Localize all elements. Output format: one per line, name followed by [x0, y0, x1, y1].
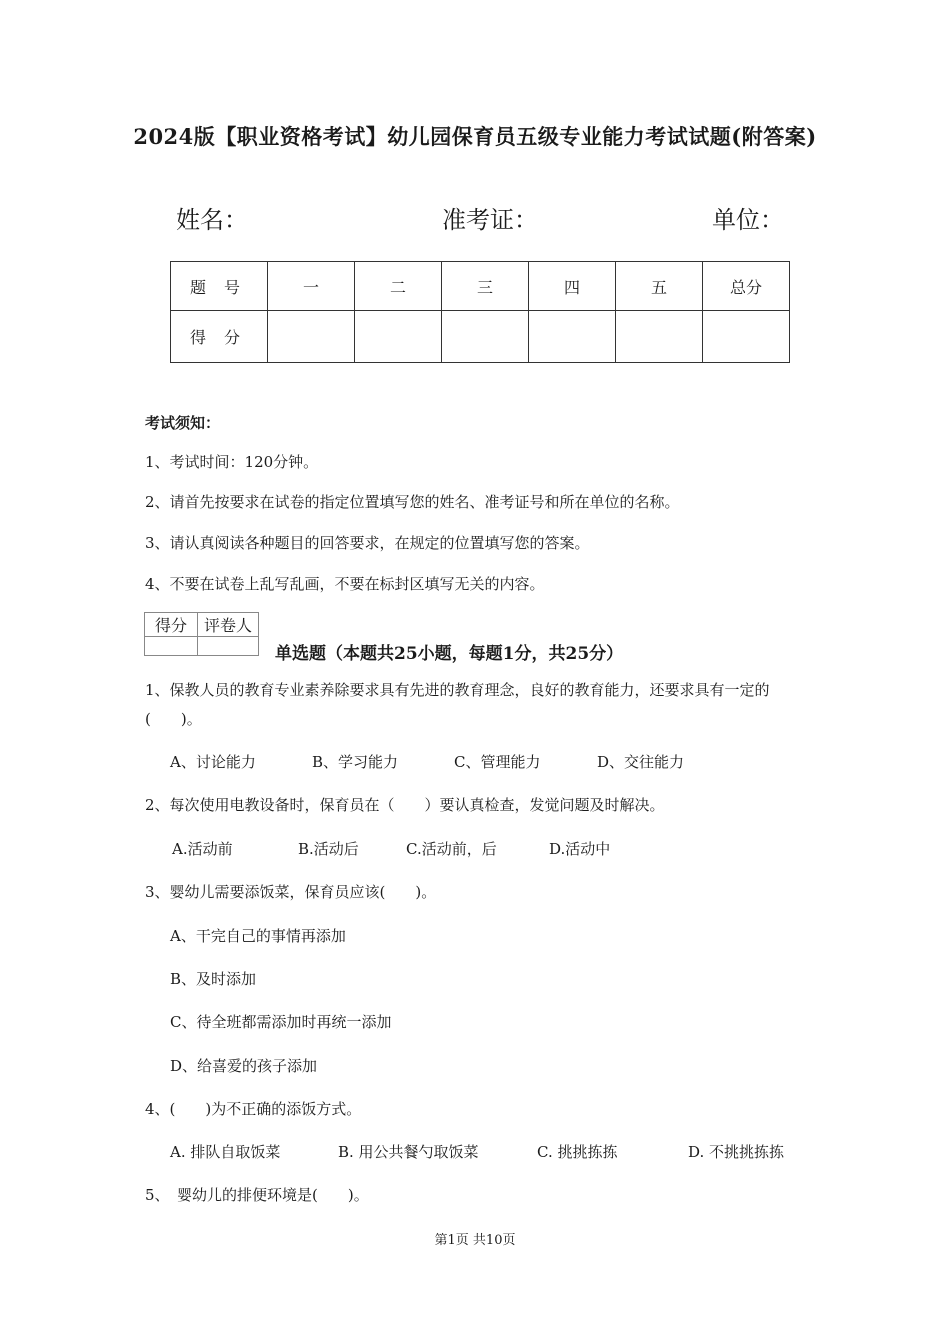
- score-table-score-row: [171, 311, 790, 363]
- column-header: 三: [442, 262, 529, 311]
- score-cell: [529, 311, 616, 363]
- option-a: A. 排队自取饭菜: [170, 1143, 281, 1161]
- option-c: C、管理能力: [454, 753, 541, 771]
- option-a: A、讨论能力: [170, 753, 256, 771]
- score-cell: [442, 311, 529, 363]
- option-b: B、学习能力: [312, 753, 399, 771]
- column-header: 五: [616, 262, 703, 311]
- score-row-label: 得分: [171, 311, 268, 363]
- question-text: 5、 婴幼儿的排便环境是( )。: [145, 1186, 369, 1204]
- grader-reviewer-label: 评卷人: [198, 613, 259, 637]
- option-a: A.活动前: [172, 840, 233, 858]
- grader-box: [144, 612, 259, 656]
- score-cell: [268, 311, 355, 363]
- option-d: D. 不挑挑拣拣: [688, 1143, 785, 1161]
- grader-score-label: 得分: [145, 613, 198, 637]
- option-c: C. 挑挑拣拣: [537, 1143, 618, 1161]
- option-d: D、交往能力: [597, 753, 685, 771]
- name-label: 姓名：: [176, 206, 248, 234]
- note-item: 3、请认真阅读各种题目的回答要求，在规定的位置填写您的答案。: [145, 534, 590, 552]
- grader-reviewer-cell: [198, 637, 259, 656]
- grader-score-cell: [145, 637, 198, 656]
- note-item: 4、不要在试卷上乱写乱画，不要在标封区填写无关的内容。: [145, 575, 545, 593]
- section-title: 单选题（本题共25小题，每题1分，共25分）: [275, 644, 624, 664]
- question-number-header: 题号: [171, 262, 268, 311]
- option-d: D、给喜爱的孩子添加: [170, 1057, 318, 1075]
- option-c: C.活动前，后: [406, 840, 497, 858]
- option-b: B.活动后: [298, 840, 359, 858]
- page-footer: 第1页 共10页: [434, 1233, 516, 1248]
- notes-title: 考试须知：: [145, 414, 221, 432]
- question-text: 3、婴幼儿需要添饭菜，保育员应该( )。: [145, 883, 437, 901]
- score-cell: [703, 311, 790, 363]
- column-header-total: 总分: [703, 262, 790, 311]
- question-text: 2、每次使用电教设备时，保育员在（ ）要认真检查，发觉问题及时解决。: [145, 796, 665, 814]
- note-item: 2、请首先按要求在试卷的指定位置填写您的姓名、准考证号和所在单位的名称。: [145, 493, 680, 511]
- score-table: [170, 261, 790, 363]
- question-text: 4、( )为不正确的添饭方式。: [145, 1100, 362, 1118]
- column-header: 四: [529, 262, 616, 311]
- score-cell: [616, 311, 703, 363]
- page-title: 2024版【职业资格考试】幼儿园保育员五级专业能力考试试题(附答案): [133, 124, 817, 149]
- column-header: 一: [268, 262, 355, 311]
- score-cell: [355, 311, 442, 363]
- column-header: 二: [355, 262, 442, 311]
- option-b: B、及时添加: [170, 970, 257, 988]
- option-b: B. 用公共餐勺取饭菜: [338, 1143, 479, 1161]
- option-a: A、干完自己的事情再添加: [170, 927, 346, 945]
- grader-empty-row: [145, 637, 259, 656]
- option-d: D.活动中: [549, 840, 611, 858]
- exam-id-label: 准考证：: [442, 206, 538, 234]
- option-c: C、待全班都需添加时再统一添加: [170, 1013, 392, 1031]
- grader-header-row: [145, 613, 259, 637]
- score-table-header-row: [171, 262, 790, 311]
- unit-label: 单位：: [712, 206, 784, 234]
- question-text: 1、保教人员的教育专业素养除要求具有先进的教育理念，良好的教育能力，还要求具有一定的( )。: [145, 681, 770, 728]
- note-item: 1、考试时间：120分钟。: [145, 453, 319, 471]
